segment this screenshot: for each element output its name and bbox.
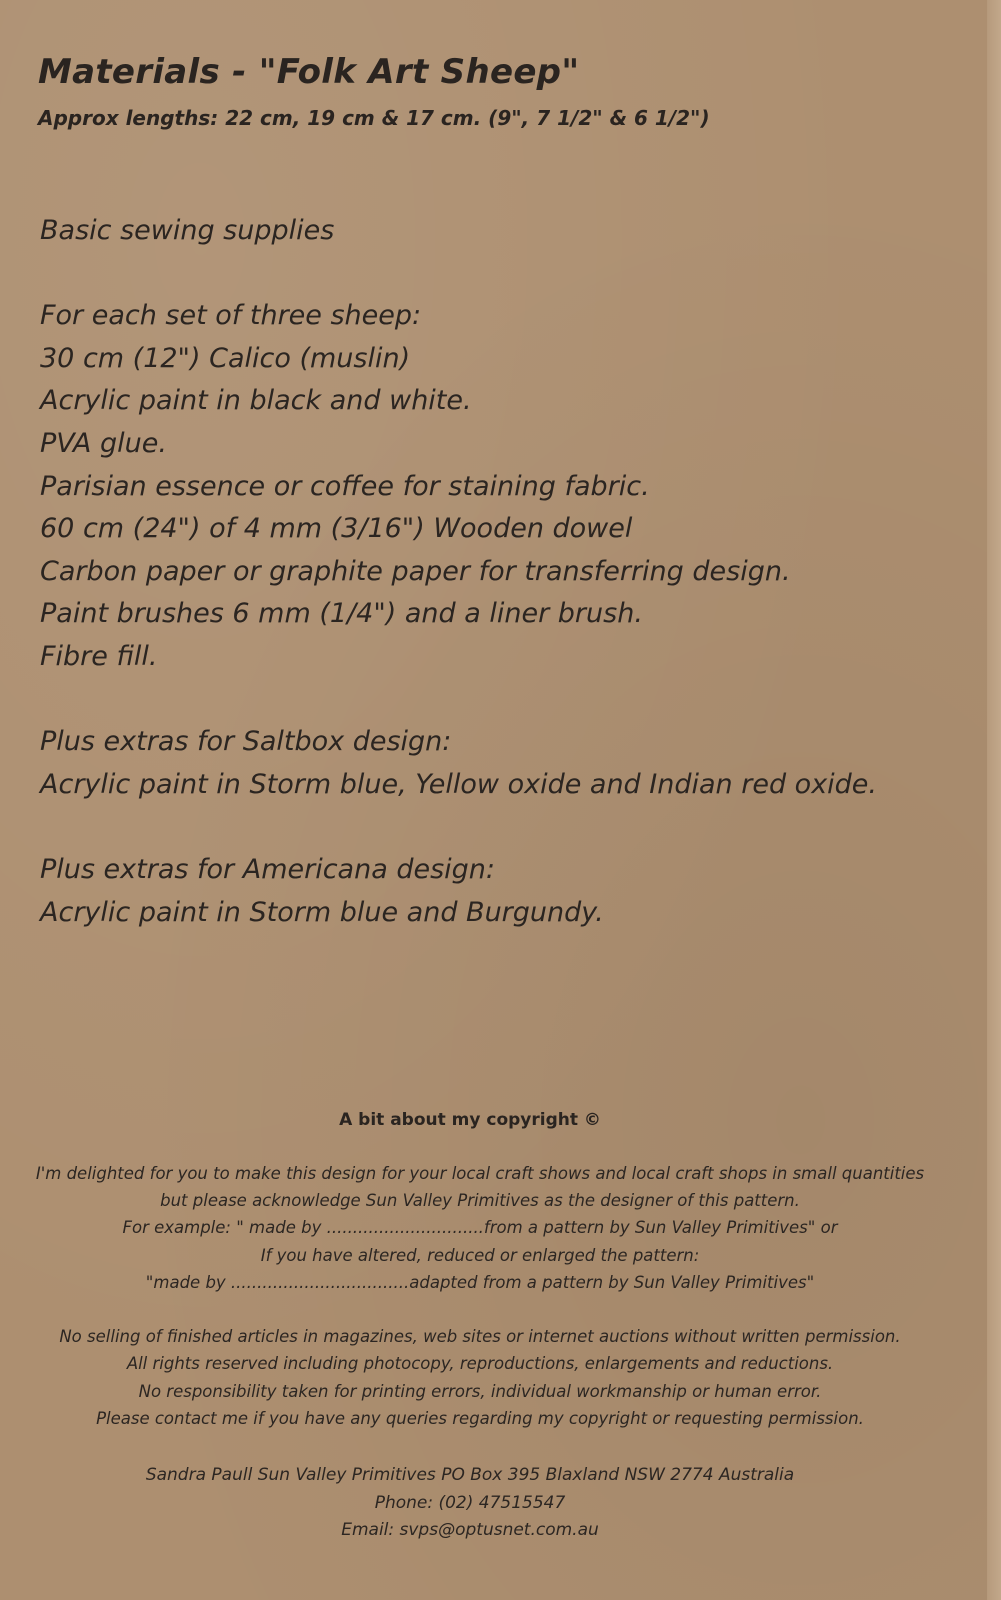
contact-email: Email: svps@optusnet.com.au	[341, 1520, 599, 1540]
materials-basic: Basic sewing supplies	[40, 215, 335, 246]
page-subtitle: Approx lengths: 22 cm, 19 cm & 17 cm. (9", 7 1/2" & 6 1/2")	[38, 106, 710, 130]
materials-item: Parisian essence or coffee for staining fabric.	[40, 470, 650, 502]
materials-item: Paint brushes 6 mm (1/4") and a liner brush.	[40, 598, 643, 630]
page-title: Materials - "Folk Art Sheep"	[38, 52, 580, 92]
materials-list	[40, 210, 970, 934]
materials-item: Carbon paper or graphite paper for transferring design.	[40, 555, 791, 587]
copyright-line: but please acknowledge Sun Valley Primitives as the designer of this pattern.	[160, 1191, 800, 1211]
copyright-line: If you have altered, reduced or enlarged the pattern:	[260, 1245, 700, 1265]
contact-info	[0, 1462, 940, 1545]
copyright-notice	[0, 1160, 960, 1432]
materials-item: 60 cm (24") of 4 mm (3/16") Wooden dowel	[40, 513, 633, 545]
terms-line: No responsibility taken for printing errors, individual workmanship or human error.	[138, 1381, 822, 1401]
contact-address: Sandra Paull Sun Valley Primitives PO Box 395 Blaxland NSW 2774 Australia	[145, 1465, 795, 1485]
materials-item: PVA glue.	[40, 427, 167, 459]
materials-set-heading: For each set of three sheep:	[40, 300, 422, 332]
spacer	[40, 253, 970, 296]
terms-line: No selling of finished articles in magazines, web sites or internet auctions without written permission.	[59, 1327, 901, 1347]
contact-phone: Phone: (02) 47515547	[374, 1492, 566, 1513]
copyright-line: "made by ..................................adapted from a pattern by Sun Valley Primitives"	[145, 1272, 815, 1292]
terms-line: Please contact me if you have any queries regarding my copyright or requesting permission.	[96, 1408, 864, 1428]
americana-heading: Plus extras for Americana design:	[40, 853, 496, 885]
spacer	[40, 806, 970, 849]
materials-item: Acrylic paint in black and white.	[40, 385, 472, 417]
terms-line: All rights reserved including photocopy, reproductions, enlargements and reductions.	[126, 1354, 834, 1374]
spacer	[0, 1296, 960, 1323]
spacer	[40, 679, 970, 722]
copyright-line: For example: " made by ..............................from a pattern by Sun Valley Primitives" or	[122, 1218, 838, 1238]
materials-item: Fibre fill.	[40, 640, 158, 672]
saltbox-heading: Plus extras for Saltbox design:	[40, 726, 452, 758]
materials-item: 30 cm (12") Calico (muslin)	[40, 342, 411, 374]
americana-item: Acrylic paint in Storm blue and Burgundy.	[40, 896, 604, 928]
saltbox-item: Acrylic paint in Storm blue, Yellow oxide and Indian red oxide.	[40, 768, 877, 800]
page-edge	[987, 0, 1001, 1600]
copyright-heading: A bit about my copyright ©	[339, 1110, 601, 1130]
copyright-line: I'm delighted for you to make this design for your local craft shows and local craft shops in small quantities	[35, 1164, 925, 1183]
